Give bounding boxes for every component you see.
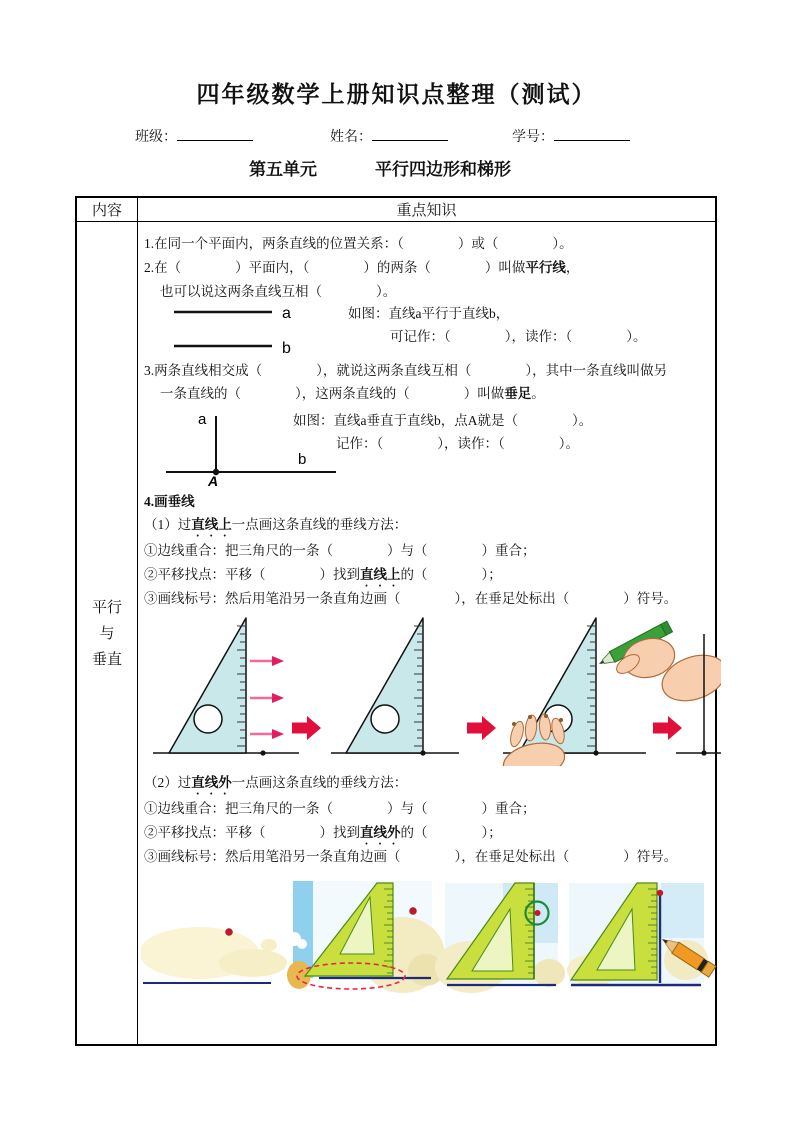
line-a-label: a bbox=[282, 305, 291, 322]
panel4-draw-line bbox=[567, 883, 716, 986]
sidebar-line1: 平行 bbox=[91, 599, 122, 616]
point-A-label: A bbox=[208, 473, 219, 488]
step2-set-square-moved bbox=[331, 618, 459, 756]
item1-text: 1.在同一个平面内，两条直线的位置关系：（ ）或（ ）。 bbox=[144, 236, 573, 251]
item3-line2-suffix: 。 bbox=[531, 386, 545, 401]
sidebar-line2: 与 bbox=[99, 625, 115, 642]
panel1-point-and-line bbox=[141, 927, 287, 983]
target-point-dot bbox=[535, 910, 541, 916]
item2-bold-term: 平行线 bbox=[525, 260, 566, 275]
next-step-arrow-icon bbox=[653, 716, 682, 740]
method2-intro-post: 一点画这条直线的垂线方法： bbox=[231, 775, 408, 790]
step1-set-square bbox=[153, 618, 299, 756]
target-point-dot bbox=[657, 890, 663, 896]
method1-step1: ①边线重合：把三角尺的一条（ ）与（ ）重合； bbox=[144, 543, 536, 558]
method1-step2 bbox=[144, 565, 502, 590]
class-label: 班级： bbox=[135, 130, 177, 145]
method1-intro-post: 一点画这条直线的垂线方法： bbox=[231, 517, 408, 532]
item2-line1 bbox=[144, 258, 579, 278]
item2-suffix: ， bbox=[565, 260, 580, 275]
method2-step2-pre: ②平移找点：平移（ ）找到 bbox=[144, 825, 360, 840]
method2-step3: ③画线标号：然后用笔沿另一条直角边画（ ），在垂足处标出（ ）符号。 bbox=[144, 849, 678, 864]
perpendicular-outside-point-steps-diagram bbox=[141, 875, 721, 1000]
panel3-slide-to-point bbox=[435, 883, 565, 993]
step3-hand-and-pencil bbox=[500, 618, 721, 766]
item2-line2: 也可以说这两条直线互相（ ）。 bbox=[160, 284, 397, 299]
name-label: 姓名： bbox=[330, 130, 372, 145]
next-step-arrow-icon bbox=[292, 716, 321, 740]
method1-step2-pre: ②平移找点：平移（ ）找到 bbox=[144, 567, 360, 582]
parallel-caption2: 可记作：（ ），读作：（ ）。 bbox=[390, 329, 647, 344]
id-write-line bbox=[554, 127, 630, 141]
method1-step2-emphasis: 直线上 bbox=[360, 567, 401, 582]
panel2-align-edge bbox=[287, 881, 445, 993]
sidebar-topic-label bbox=[77, 222, 138, 1045]
perp-b-label: b bbox=[298, 451, 307, 468]
page-title: 四年级数学上册知识点整理（测试） bbox=[196, 82, 597, 107]
item3-line2-bold-term: 垂足 bbox=[504, 386, 532, 401]
method1-step3: ③画线标号：然后用笔沿另一条直角边画（ ），在垂足处标出（ ）符号。 bbox=[144, 591, 678, 606]
id-label: 学号： bbox=[512, 130, 554, 145]
item3-line2 bbox=[160, 384, 545, 404]
perp-caption2: 记作：（ ），读作：（ ）。 bbox=[336, 436, 579, 451]
knowledge-table bbox=[75, 196, 717, 1046]
slide-arrows-icon bbox=[250, 656, 284, 739]
key-knowledge-cell bbox=[138, 222, 715, 1045]
parallel-lines-figure bbox=[168, 300, 318, 362]
method2-intro-pre: （2）过 bbox=[144, 775, 192, 790]
method1-intro-pre: （1）过 bbox=[144, 517, 192, 532]
item3-line1: 3.两条直线相交成（ ），就说这两条直线互相（ ），其中一条直线叫做另 bbox=[144, 363, 668, 378]
target-point-dot bbox=[226, 929, 233, 936]
item3-line2-prefix: 一条直线的（ ），这两条直线的（ ）叫做 bbox=[160, 386, 505, 401]
unit-number: 第五单元 bbox=[249, 160, 317, 179]
table-body-row bbox=[77, 222, 715, 1045]
parallel-caption1: 如图：直线a平行于直线b， bbox=[348, 306, 510, 321]
id-field bbox=[512, 126, 630, 146]
method1-step2-post: 的（ ）； bbox=[400, 567, 502, 582]
method2-intro bbox=[144, 773, 407, 798]
perpendicular-on-line-steps-diagram bbox=[151, 606, 721, 766]
target-point-dot bbox=[410, 908, 417, 915]
item2-prefix: 2.在（ ）平面内，（ ）的两条（ ）叫做 bbox=[144, 260, 526, 275]
header-content-col: 内容 bbox=[77, 198, 138, 221]
header-key-knowledge-col: 重点知识 bbox=[396, 203, 457, 219]
perp-caption1: 如图：直线a垂直于直线b，点A就是（ ）。 bbox=[293, 413, 593, 428]
sidebar-line3: 垂直 bbox=[91, 651, 122, 668]
method1-intro-emphasis: 直线上 bbox=[191, 517, 232, 532]
unit-heading bbox=[0, 155, 760, 180]
method1-intro bbox=[144, 515, 407, 540]
class-field bbox=[135, 126, 253, 146]
method2-step2-emphasis: 直线外 bbox=[360, 825, 401, 840]
table-header-row bbox=[77, 198, 715, 222]
next-step-arrow-icon bbox=[467, 716, 496, 740]
name-write-line bbox=[372, 127, 448, 141]
perp-a-label: a bbox=[198, 411, 207, 428]
method2-step2 bbox=[144, 823, 502, 848]
class-write-line bbox=[177, 127, 253, 141]
line-b-label: b bbox=[282, 340, 291, 357]
unit-name: 平行四边形和梯形 bbox=[375, 160, 511, 179]
section4-title: 4.画垂线 bbox=[144, 494, 195, 509]
name-field bbox=[330, 126, 448, 146]
method2-step2-post: 的（ ）； bbox=[400, 825, 502, 840]
method2-intro-emphasis: 直线外 bbox=[191, 775, 232, 790]
method2-step1: ①边线重合：把三角尺的一条（ ）与（ ）重合； bbox=[144, 801, 536, 816]
